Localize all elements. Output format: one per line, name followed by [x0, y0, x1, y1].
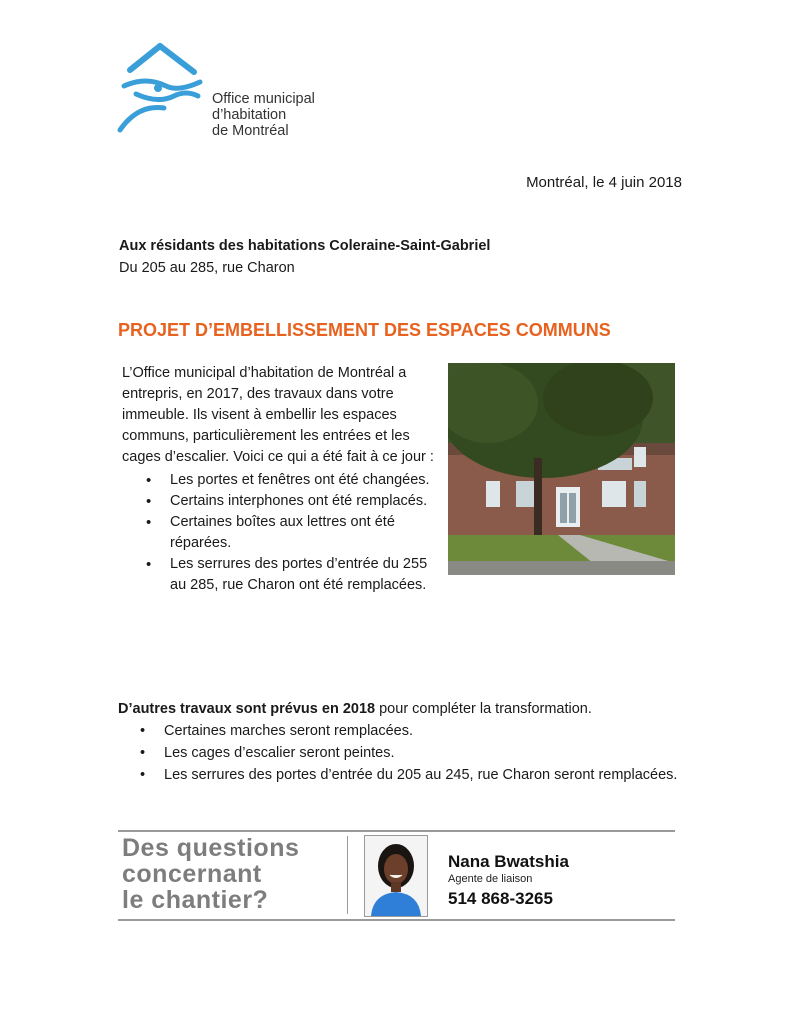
recipient-block	[119, 235, 490, 279]
list-item: • Certaines marches seront remplacées.	[164, 720, 678, 742]
contact-block	[448, 852, 569, 910]
building-photo	[448, 363, 675, 575]
list-item: • Certains interphones ont été remplacés.	[170, 491, 434, 512]
org-name	[212, 91, 315, 139]
org-name-line1: Office municipal	[212, 91, 315, 107]
list-item: • Les serrures des portes d’entrée du 205 au 245, rue Charon seront remplacées.	[164, 764, 678, 786]
upcoming-work-section	[118, 698, 678, 786]
list-item: • Les serrures des portes d’entrée du 255 au 285, rue Charon ont été remplacées.	[170, 554, 434, 596]
questions-heading	[122, 835, 299, 913]
completed-work-list	[122, 470, 434, 596]
list-item: • Certaines boîtes aux lettres ont été réparées.	[170, 512, 434, 554]
org-name-line3: de Montréal	[212, 123, 289, 139]
letter-date: Montréal, le 4 juin 2018	[526, 174, 682, 191]
contact-role: Agente de liaison	[448, 873, 533, 885]
upcoming-work-list	[118, 720, 678, 786]
questions-line3: le chantier?	[122, 886, 269, 914]
contact-phone[interactable]: 514 868-3265	[448, 889, 553, 908]
recipient-line1: Aux résidants des habitations Coleraine-Saint-Gabriel	[119, 238, 491, 254]
org-name-line2: d’habitation	[212, 107, 287, 123]
list-item: • Les portes et fenêtres ont été changées.	[170, 470, 434, 491]
contact-name: Nana Bwatshia	[448, 852, 569, 871]
project-title: PROJET D’EMBELLISSEMENT DES ESPACES COMMUNS	[118, 320, 611, 340]
avatar	[364, 835, 428, 917]
recipient-line2: Du 205 au 285, rue Charon	[119, 260, 295, 276]
intro-paragraph: L’Office municipal d’habitation de Montréal a entrepris, en 2017, des travaux dans votre immeuble. Ils visent à embellir les espaces communs, particulièrement les entrées et les cages d’escalier. Voici ce qui a été fait à ce jour :	[122, 365, 434, 465]
list-item: • Les cages d’escalier seront peintes.	[164, 742, 678, 764]
upcoming-rest: pour compléter la transformation.	[375, 701, 592, 717]
questions-line1: Des questions	[122, 834, 300, 862]
footer-vertical-separator	[347, 836, 348, 914]
intro-section	[122, 363, 434, 596]
upcoming-intro	[118, 698, 678, 720]
upcoming-bold: D’autres travaux sont prévus en 2018	[118, 701, 376, 717]
footer-divider-bottom	[118, 919, 675, 921]
questions-line2: concernant	[122, 860, 262, 888]
omhm-logo-icon	[116, 42, 206, 137]
footer-divider-top	[118, 830, 675, 832]
